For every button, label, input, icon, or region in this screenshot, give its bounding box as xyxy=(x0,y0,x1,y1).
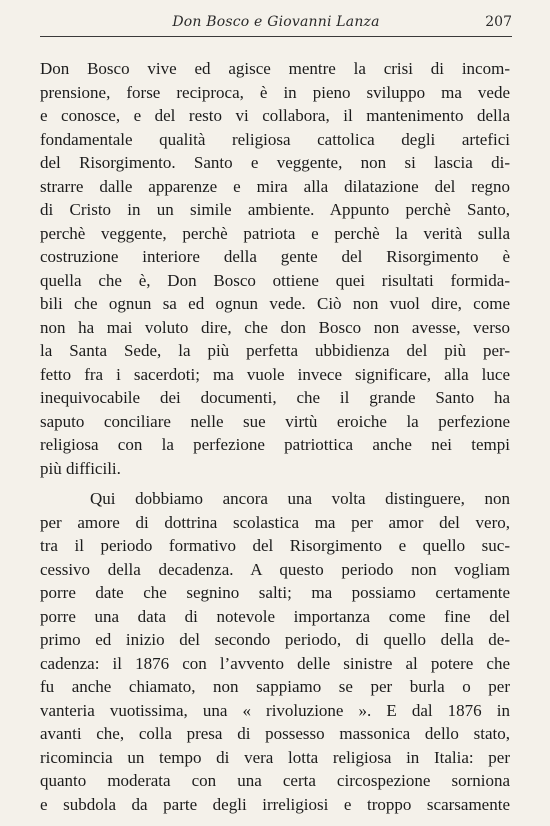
text-line: cadenza: il 1876 con l’avvento delle sinistre al potere che xyxy=(40,653,510,673)
text-line: fetto fra i sacerdoti; ma vuole invece significare, alla luce xyxy=(40,364,510,384)
text-line: fu anche chiamato, non sappiamo se per burla o per xyxy=(40,677,510,696)
text-line: prensione, forse reciproca, è in pieno sviluppo ma vede xyxy=(40,82,510,102)
text-line: fondamentale qualità religiosa cattolica degli artefici xyxy=(40,129,510,149)
paragraph-1 xyxy=(40,57,510,480)
text-line: ricomincia un tempo di vera lotta religiosa in Italia: per xyxy=(40,747,510,767)
text-line: Qui dobbiamo ancora una volta distinguere, non xyxy=(90,489,510,508)
text-line: bili che ognun sa ed ognun vede. Ciò non vuol dire, come xyxy=(40,294,510,313)
text-line: la Santa Sede, la più perfetta ubbidienza del più per- xyxy=(40,341,510,360)
text-line: di Cristo in un simile ambiente. Appunto perchè Santo, xyxy=(40,200,510,219)
text-line: strarre dalle apparenze e mira alla dilatazione del regno xyxy=(40,176,510,196)
text-line: costruzione interiore della gente del Risorgimento è xyxy=(40,247,510,266)
running-head xyxy=(40,10,512,37)
text-line: e subdola da parte degli irreligiosi e troppo scarsamente xyxy=(40,794,510,814)
text-line: del Risorgimento. Santo e veggente, non si lascia di- xyxy=(40,153,510,172)
text-line: per amore di dottrina scolastica ma per amor del vero, xyxy=(40,512,510,532)
text-line: tra il periodo formativo del Risorgimento e quello suc- xyxy=(40,536,510,555)
running-title: Don Bosco e Giovanni Lanza xyxy=(172,14,380,30)
text-line: primo ed inizio del secondo periodo, di quello della de- xyxy=(40,630,510,649)
text-line: quanto moderata con una certa circospezione sorniona xyxy=(40,771,510,790)
text-line: più difficili. xyxy=(40,458,121,478)
paragraph-2 xyxy=(40,487,510,816)
text-line: saputo conciliare nelle sue virtù eroiche la perfezione xyxy=(40,411,510,431)
text-line: avanti che, colla presa di possesso massonica dello stato, xyxy=(40,724,510,743)
page-number: 207 xyxy=(485,14,512,30)
paragraph-gap xyxy=(40,480,510,487)
text-line: cessivo della decadenza. A questo periodo non vogliam xyxy=(40,559,510,579)
text-line: perchè veggente, perchè patriota e perchè la verità sulla xyxy=(40,223,510,243)
body-text xyxy=(40,57,510,816)
text-line: e conosce, e del resto vi collabora, il mantenimento della xyxy=(40,106,510,125)
text-line: Don Bosco vive ed agisce mentre la crisi di incom- xyxy=(40,59,510,78)
text-line: vanteria vuotissima, una « rivoluzione ». E dal 1876 in xyxy=(40,700,510,720)
text-line: porre date che segnino salti; ma possiamo certamente xyxy=(40,583,510,602)
text-line: religiosa con la perfezione patriottica anche nei tempi xyxy=(40,435,510,454)
text-line: quella che è, Don Bosco ottiene quei risultati formida- xyxy=(40,270,510,290)
text-line: non ha mai voluto dire, che don Bosco non avesse, verso xyxy=(40,317,510,337)
text-line: porre una data di notevole importanza come fine del xyxy=(40,606,510,626)
text-line: inequivocabile dei documenti, che il grande Santo ha xyxy=(40,388,510,407)
